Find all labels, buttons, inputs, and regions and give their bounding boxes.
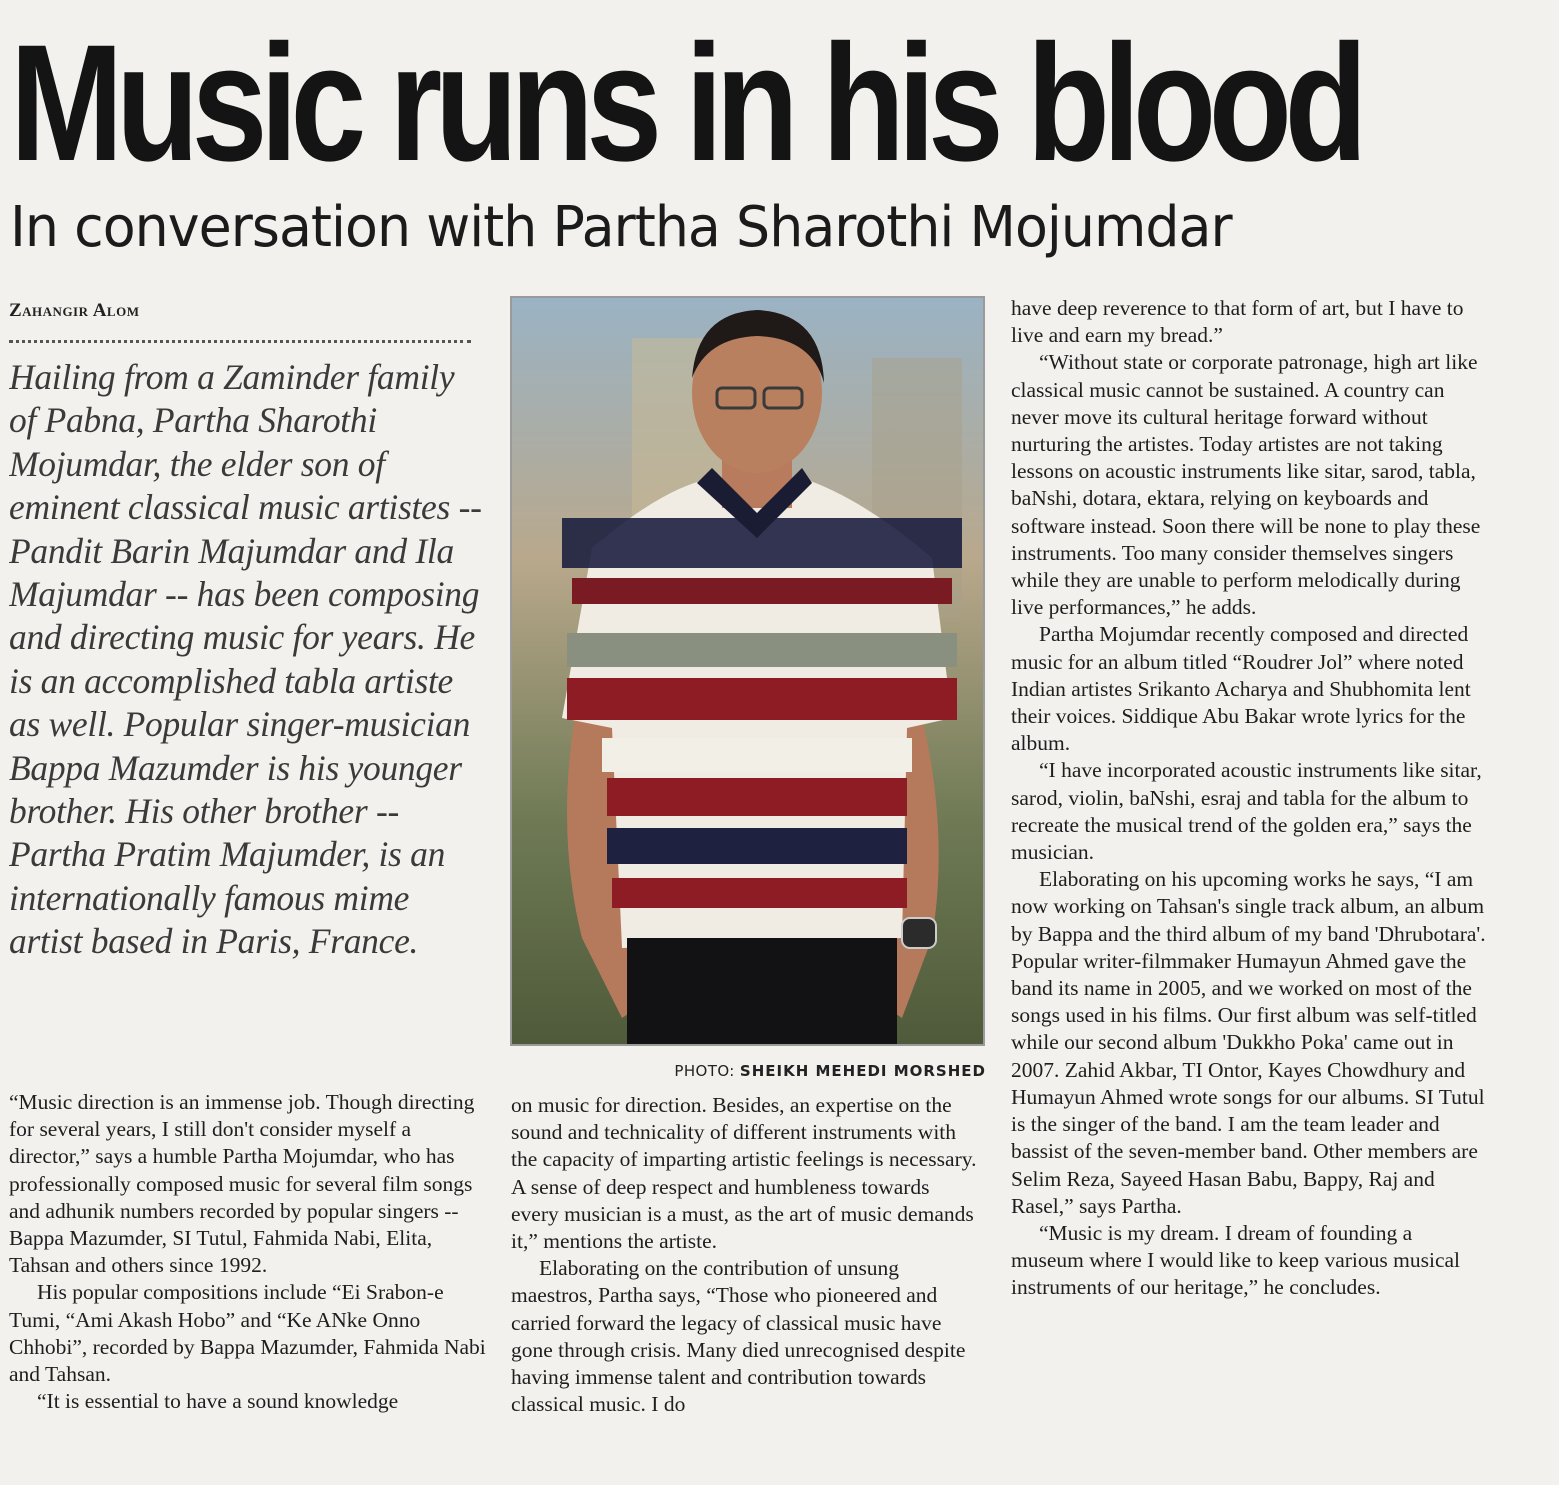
body-column-3 bbox=[1011, 295, 1489, 1455]
body-paragraph: on music for direction. Besides, an expertise on the sound and technicality of different instruments with the capacity of imparting artistic feelings is necessary. A sense of deep respect and humbleness towards every musician is a must, as the art of music demands it,” mentions the artiste. bbox=[511, 1093, 977, 1254]
body-column-1 bbox=[9, 1089, 487, 1449]
intro-paragraph: Hailing from a Zaminder family of Pabna, Partha Sharothi Mojumdar, the elder son of eminent classical music artistes -- Pandit Barin Majumdar and Ila Majumdar -- has been composing and directing music for years. He is an accomplished tabla artiste as well. Popular singer-musician Bappa Mazumder is his younger brother. His other brother -- Partha Pratim Majumder, is an internationally famous mime artist based in Paris, France. bbox=[9, 357, 482, 962]
subheadline: In conversation with Partha Sharothi Mojumdar bbox=[10, 195, 1232, 260]
photographer-name: SHEIKH MEHEDI MORSHED bbox=[739, 1062, 986, 1080]
photo-credit bbox=[510, 1062, 986, 1080]
portrait-photo bbox=[510, 296, 985, 1046]
body-paragraph: Elaborating on the contribution of unsung maestros, Partha says, “Those who pioneered and carried forward the legacy of classical music have gone through crisis. Many died unrecognised despite having immense talent and contribution towards classical music. I do bbox=[511, 1256, 966, 1417]
body-paragraph: Elaborating on his upcoming works he says, “I am now working on Tahsan's single track album, an album by Bappa and the third album of my band 'Dhrubotara'. Popular writer-filmmaker Humayun Ahmed gave the band its name in 2005, and we worked on most of the songs used in his films. Our first album was self-titled while our second album 'Dukkho Poka' came out in 2007. Zahid Akbar, TI Ontor, Kayes Chowdhury and Humayun Ahmed wrote songs for our albums. SI Tutul is the singer of the band. I am the team leader and bassist of the seven-member band. Other members are Selim Reza, Sayeed Hasan Babu, Bappy, Raj and Rasel,” says Partha. bbox=[1011, 867, 1486, 1218]
body-paragraph: “Music direction is an immense job. Though directing for several years, I still don't consider myself a director,” says a humble Partha Mojumdar, who has professionally composed music for several film songs and adhunik numbers recorded by popular singers -- Bappa Mazumder, SI Tutul, Fahmida Nabi, Elita, Tahsan and others since 1992. bbox=[9, 1090, 475, 1278]
portrait-illustration bbox=[512, 298, 983, 1044]
body-paragraph: Partha Mojumdar recently composed and directed music for an album titled “Roudrer Jol” where noted Indian artistes Srikanto Acharya and Shubhomita lent their voices. Siddique Abu Bakar wrote lyrics for the album. bbox=[1011, 622, 1471, 756]
body-paragraph: “It is essential to have a sound knowledge bbox=[37, 1389, 399, 1414]
headline: Music runs in his blood bbox=[10, 11, 1361, 196]
body-paragraph: “Without state or corporate patronage, high art like classical music cannot be sustained. A country can never move its cultural heritage forward without nurturing the artistes. Today artistes are not taking lessons on acoustic instruments like sitar, sarod, tabla, baNshi, dotara, ektara, relying on keyboards and software instead. Soon there will be none to play these instruments. Too many consider themselves singers while they are unable to perform melodically during live performances,” he adds. bbox=[1011, 350, 1481, 620]
photo-credit-label: PHOTO: bbox=[674, 1062, 735, 1080]
dotted-divider bbox=[9, 340, 471, 343]
body-paragraph: “Music is my dream. I dream of founding a museum where I would like to keep various musical instruments of our heritage,” he concludes. bbox=[1011, 1220, 1461, 1300]
body-paragraph: “I have incorporated acoustic instruments like sitar, sarod, violin, baNshi, esraj and tabla for the album to recreate the musical trend of the golden era,” says the musician. bbox=[1011, 758, 1482, 865]
body-paragraph: His popular compositions include “Ei Srabon-e Tumi, “Ami Akash Hobo” and “Ke ANke Onno Chhobi”, recorded by Bappa Mazumder, Fahmida Nabi and Tahsan. bbox=[9, 1280, 486, 1387]
byline: Zahangir Alom bbox=[9, 300, 140, 321]
body-paragraph: have deep reverence to that form of art, but I have to live and earn my bread.” bbox=[1011, 296, 1464, 348]
body-column-2 bbox=[511, 1092, 977, 1452]
